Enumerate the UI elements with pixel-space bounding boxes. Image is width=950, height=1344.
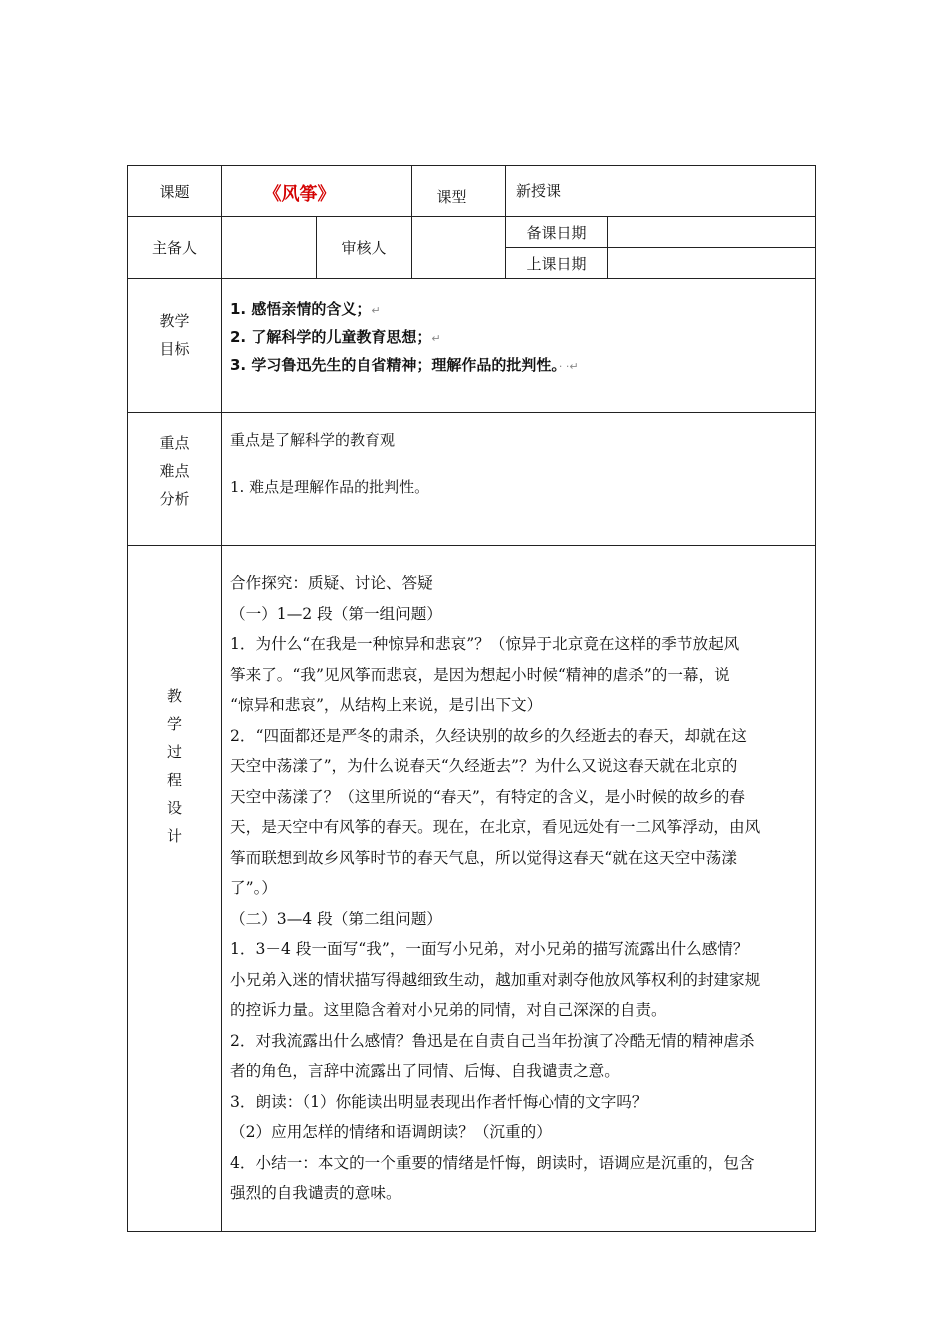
key-label-line-3: 分析 <box>159 490 190 508</box>
process-line: 4．小结一：本文的一个重要的情绪是忏悔，朗读时，语调应是沉重的，包含 <box>230 1153 755 1172</box>
goals-content-cell <box>222 279 816 413</box>
goal-item-3: 3. 学习鲁迅先生的自省精神；理解作品的批判性。· ·↵ <box>230 356 579 374</box>
process-line: 了”。） <box>230 879 277 897</box>
process-label-cell <box>128 546 222 1232</box>
process-line: 1．为什么“在我是一种惊异和悲哀”？（惊异于北京竟在这样的季节放起风 <box>230 635 740 653</box>
process-line: “惊异和悲哀”，从结构上来说，是引出下文） <box>230 696 543 714</box>
goals-label-line-1: 教学 <box>159 312 190 330</box>
process-line: （2）应用怎样的情绪和语调朗读？（沉重的） <box>230 1123 552 1141</box>
key-point-line: 重点是了解科学的教育观 <box>230 431 396 449</box>
process-line: 强烈的自我谴责的意味。 <box>230 1184 402 1202</box>
key-content-cell <box>222 413 816 546</box>
preparer-label-cell <box>128 217 222 279</box>
key-label-line-2: 难点 <box>159 462 190 480</box>
process-line: （一）1—2 段（第一组问题） <box>230 604 442 623</box>
process-line: 天空中荡漾了？（这里所说的“春天”，有特定的含义，是小时候的故乡的春 <box>230 787 745 806</box>
process-line: 1．3－4 段一面写“我”，一面写小兄弟，对小兄弟的描写流露出什么感情？ <box>230 940 749 958</box>
difficulty-line: 1. 难点是理解作品的批判性。 <box>230 478 430 496</box>
process-label-char: 程 <box>166 771 182 789</box>
type-label: 课型 <box>436 188 467 206</box>
subject-label-cell <box>128 166 222 217</box>
process-label-char: 过 <box>166 743 182 761</box>
reviewer-label: 审核人 <box>341 239 387 257</box>
return-mark: ↵ <box>371 304 381 317</box>
process-line: 者的角色，言辞中流露出了同情、后悔、自我谴责之意。 <box>230 1062 620 1080</box>
key-label-line-1: 重点 <box>159 434 190 452</box>
process-line: 3．朗读：（1）你能读出明显表现出作者忏悔心情的文字吗？ <box>230 1092 648 1111</box>
goal-item-1: 1. 感悟亲情的含义；↵ <box>230 300 381 318</box>
process-label-char: 教 <box>166 687 182 705</box>
process-line: 2．对我流露出什么感情？鲁迅是在自责自己当年扮演了冷酷无情的精神虐杀 <box>230 1031 755 1050</box>
preparer-label: 主备人 <box>151 239 197 257</box>
subject-label: 课题 <box>159 183 190 201</box>
subject-title: 《风筝》 <box>263 184 336 205</box>
process-line: 天，是天空中有风筝的春天。现在，在北京，看见远处有一二风筝浮动，由风 <box>230 818 761 836</box>
lesson-plan-table <box>127 165 816 1232</box>
prep-date-label: 备课日期 <box>526 223 587 242</box>
class-date-value-cell <box>608 248 816 279</box>
key-label-cell <box>128 413 222 546</box>
process-line: 筝来了。“我”见风筝而悲哀，是因为想起小时候“精神的虐杀”的一幕，说 <box>230 665 730 684</box>
goals-label-cell <box>128 279 222 413</box>
class-date-label-cell <box>506 248 608 279</box>
goal-item-2: 2. 了解科学的儿童教育思想；↵ <box>230 328 441 346</box>
process-line: 合作探究：质疑、讨论、答疑 <box>230 574 433 592</box>
subject-title-cell <box>222 166 412 217</box>
type-value: 新授课 <box>516 182 562 200</box>
process-label-char: 设 <box>166 799 182 817</box>
return-mark: ↵ <box>431 332 441 345</box>
return-mark: ↵ <box>569 360 579 373</box>
process-line: （二）3—4 段（第二组问题） <box>230 909 442 928</box>
process-line: 天空中荡漾了”，为什么说春天“久经逝去”？为什么又说这春天就在北京的 <box>230 757 738 775</box>
reviewer-value-cell <box>412 217 506 279</box>
process-line: 2．“四面都还是严冬的肃杀，久经诀别的故乡的久经逝去的春天，却就在这 <box>230 726 747 745</box>
process-label-char: 学 <box>166 715 182 733</box>
process-line: 小兄弟入迷的情状描写得越细致生动，越加重对剥夺他放风筝权利的封建家规 <box>230 970 761 989</box>
process-content-cell <box>222 546 816 1232</box>
preparer-value-cell <box>222 217 317 279</box>
ellipsis-dots: · · <box>558 360 570 373</box>
goals-label-line-2: 目标 <box>159 340 190 358</box>
reviewer-label-cell <box>317 217 412 279</box>
class-date-label: 上课日期 <box>526 254 587 273</box>
process-line: 的控诉力量。这里隐含着对小兄弟的同情，对自己深深的自责。 <box>230 1001 667 1019</box>
type-label-cell <box>412 166 506 217</box>
type-value-cell <box>506 166 816 217</box>
process-label-char: 计 <box>166 827 182 845</box>
process-line: 筝而联想到故乡风筝时节的春天气息，所以觉得这春天“就在这天空中荡漾 <box>230 848 737 867</box>
prep-date-label-cell <box>506 217 608 248</box>
prep-date-value-cell <box>608 217 816 248</box>
